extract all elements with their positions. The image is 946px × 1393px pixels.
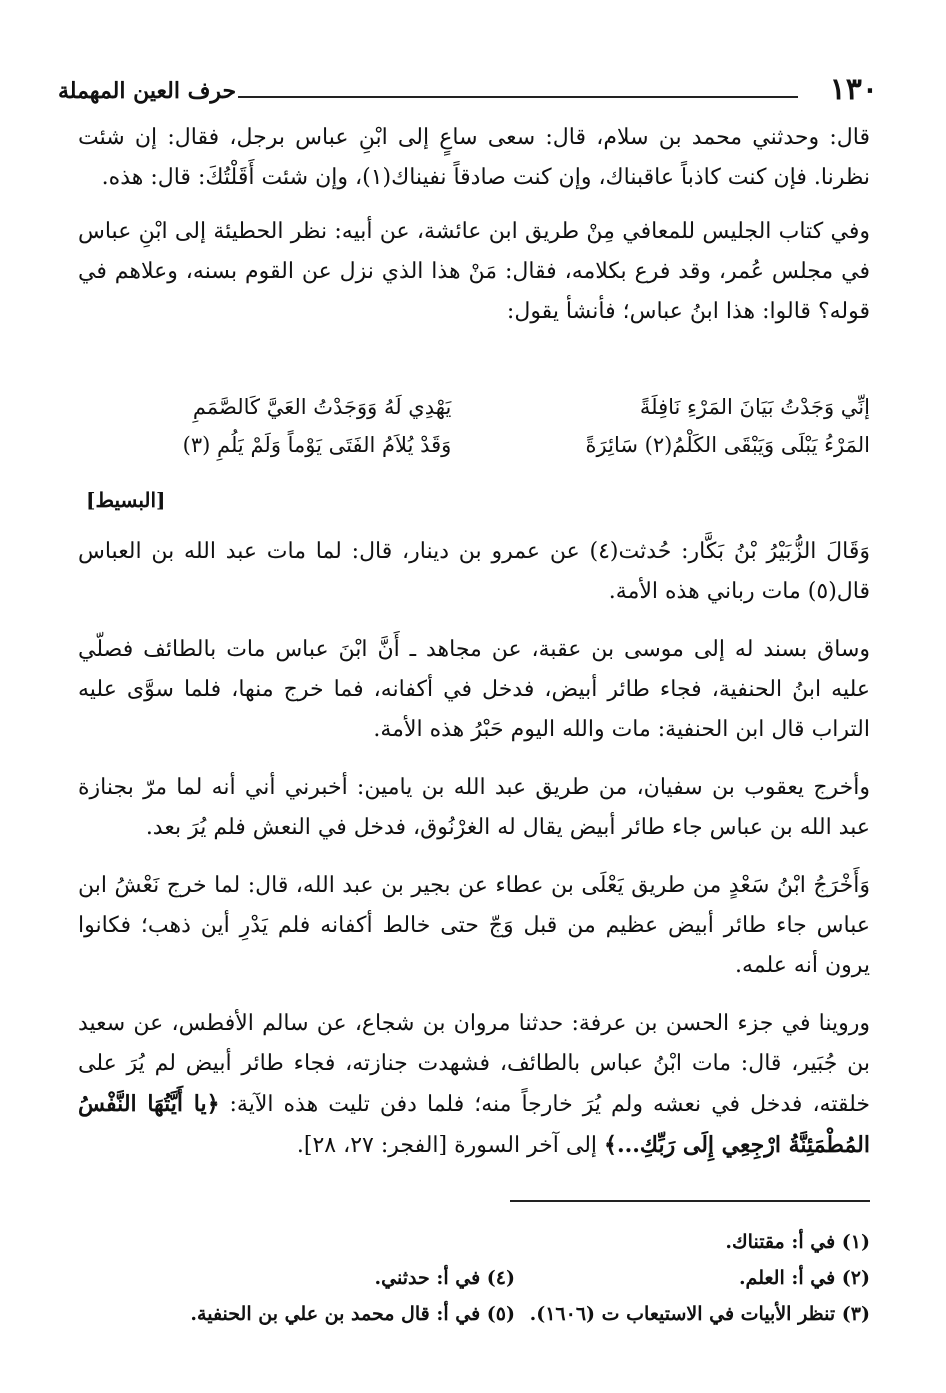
footnote-5: (٥) في أ: قال محمد بن علي بن الحنفية. [190, 1303, 515, 1325]
footnote-1: (١) في أ: مقتناك. [725, 1231, 870, 1253]
footnote-3: (٣) تنظر الأبيات في الاستيعاب ت (١٦٠٦). [529, 1303, 870, 1325]
paragraph-3: وَقَالَ الزُّبَيْرُ بْنُ بَكَّار: حُدثت(٤) عن عمرو بن دينار، قال: لما مات عبد الله بن العباس قال(٥) مات رباني هذه الأمة. [78, 539, 870, 604]
footnote-spacer [160, 1224, 515, 1260]
paragraph-7-text: وروينا في جزء الحسن بن عرفة: حدثنا مروان بن شجاع، عن سالم الأفطس، عن سعيد بن جُبَير، قال: مات ابْنُ عباس بالطائف، فشهدت جنازته، فجاء طائر أبيض لم يُرَ على خلقته، فدخل في نعشه ولم يُرَ خارجاً منه؛ فلما دفن تليت هذه الآية: [78, 1011, 870, 1117]
hemistich-2a: المَرْءُ يَبْلَى وَيَبْقَى الكَلْمُ(٢) سَائِرَةً [585, 433, 870, 457]
poem-verse-2 [80, 426, 870, 464]
footnote-4: (٤) في أ: حدثني. [374, 1267, 515, 1289]
hemistich-2b: وَقَدْ يُلاَمُ الفَتَى يَوْماً وَلَمْ يَلُمِ (٣) [182, 433, 452, 457]
poem [80, 388, 870, 464]
quran-reference: إلى آخر السورة [الفجر: ٢٧، ٢٨]. [296, 1133, 598, 1158]
hemistich-1b: يَهْدِي لَهُ وَوَجَدْتُ العَيَّ كَالصَّمَمِ [192, 395, 452, 419]
footnotes [160, 1224, 870, 1332]
page-number: ١٣٠ [829, 72, 878, 107]
footnote-rule [510, 1200, 870, 1202]
header-rule [238, 96, 798, 98]
paragraph-1: قال: وحدثني محمد بن سلام، قال: سعى ساعٍ إلى ابْنِ عباس برجل، فقال: إن شئت نظرنا. فإن كنت كاذباً عاقبناك، وإن كنت صادقاً نفيناك(١)، وإن شئت أَقَلْتُكَ: قال: هذه. [78, 125, 870, 190]
paragraph-5: وأخرج يعقوب بن سفيان، من طريق عبد الله بن يامين: أخبرني أني أنه لما مرّ بجنازة عبد الله بن عباس جاء طائر أبيض يقال له الغرْنُوق، فدخل في النعش فلم يُرَ بعد. [78, 775, 870, 840]
running-title: حرف العين المهملة [58, 78, 237, 104]
main-text-top [78, 118, 870, 346]
main-text-bottom [78, 532, 870, 1184]
poem-meter: [البسيط] [86, 488, 166, 512]
footnote-2: (٢) في أ: العلم. [738, 1267, 870, 1289]
hemistich-1a: إنِّي وَجَدْتُ بَيَانَ المَرْءِ نَافِلَةً [639, 395, 870, 419]
poem-verse-1 [80, 388, 870, 426]
quran-verse: ﴿يا أَيَّتُهَا النَّفْسُ المُطْمَئِنَّةُ ارْجِعِي إِلَى رَبِّكِ...﴾ [78, 1091, 870, 1158]
page-header [58, 68, 878, 118]
paragraph-4: وساق بسند له إلى موسى بن عقبة، عن مجاهد ـ أَنَّ ابْنَ عباس مات بالطائف فصلّي عليه ابنُ الحنفية، فجاء طائر أبيض، فدخل في أكفانه، فما خرج منها، فلما سوَّى عليه التراب قال ابن الحنفية: مات والله اليوم حَبْرُ هذه الأمة. [78, 637, 870, 742]
paragraph-7 [78, 1004, 870, 1166]
paragraph-6: وَأَخْرَجُ ابْنُ سَعْدٍ من طريق يَعْلَى بن عطاء عن بجير بن عبد الله، قال: لما خرج نَعْشُ ابن عباس جاء طائر أبيض عظيم من قبل وَجّ حتى خالط أكفانه فلم يَدْرِ أين ذهب؛ فكانوا يرون أنه علمه. [78, 873, 870, 978]
paragraph-2: وفي كتاب الجليس للمعافي مِنْ طريق ابن عائشة، عن أبيه: نظر الحطيئة إلى ابْنِ عباس في مجلس عُمر، وقد فرع بكلامه، فقال: مَنْ هذا الذي نزل عن القوم بسنه، وعلاهم في قوله؟ قالوا: هذا ابنُ عباس؛ فأنشأ يقول: [78, 219, 870, 324]
